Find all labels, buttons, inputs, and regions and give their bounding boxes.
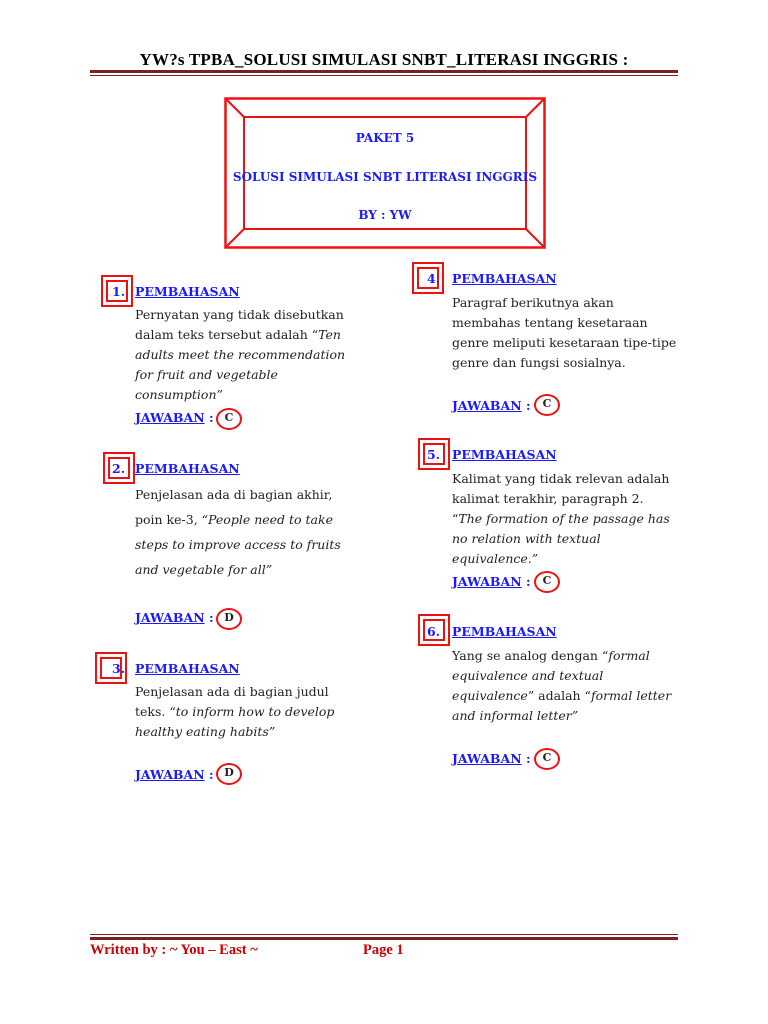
item-number: 6. <box>427 624 441 639</box>
answer-line: JAWABAN : <box>135 410 214 425</box>
title-box-subtitle: SOLUSI SIMULASI SNBT LITERASI INGGRIS <box>232 170 538 184</box>
answer-line: JAWABAN : <box>135 767 214 782</box>
pembahasan-label: PEMBAHASAN <box>135 284 240 299</box>
footer-rule <box>90 937 678 940</box>
footer-author: Written by : ~ You – East ~ <box>90 942 258 958</box>
answer-circle: C <box>534 394 560 416</box>
answer-circle: C <box>216 408 242 430</box>
item-number: 3. <box>112 661 126 676</box>
item-explanation: Yang se analog dengan “formal equivalence and textual equivalence” adalah “formal letter and informal letter” <box>452 648 672 723</box>
answer-circle: C <box>534 748 560 770</box>
answer-line: JAWABAN : <box>452 751 531 766</box>
header-rule-thin <box>90 75 678 76</box>
item-explanation: Penjelasan ada di bagian judul teks. “to inform how to develop healthy eating habits” <box>135 684 335 739</box>
item-number: 2. <box>112 461 126 476</box>
title-box-paket: PAKET 5 <box>355 131 415 145</box>
pembahasan-label: PEMBAHASAN <box>452 271 557 286</box>
item-explanation: Penjelasan ada di bagian akhir, poin ke-3, “People need to take steps to improve access to fruits and vegetable for all” <box>135 487 341 577</box>
answer-line: JAWABAN : <box>452 574 531 589</box>
item-number: 5. <box>427 447 441 462</box>
pembahasan-label: PEMBAHASAN <box>452 447 557 462</box>
page-header-title: YW?s TPBA_SOLUSI SIMULASI SNBT_LITERASI INGGRIS : <box>139 50 629 69</box>
answer-circle: D <box>216 608 242 630</box>
item-number: 1. <box>112 284 126 299</box>
pembahasan-label: PEMBAHASAN <box>452 624 557 639</box>
answer-line: JAWABAN : <box>452 398 531 413</box>
item-explanation: Pernyatan yang tidak disebutkan dalam teks tersebut adalah “Ten adults meet the recommendation for fruit and vegetable consumption” <box>135 307 346 402</box>
item-number: 4. <box>427 271 441 286</box>
answer-circle: C <box>534 571 560 593</box>
item-explanation: Kalimat yang tidak relevan adalah kalimat terakhir, paragraph 2. “The formation of the passage has no relation with textual equivalence.” <box>452 471 670 566</box>
title-box <box>224 97 546 249</box>
title-box-author: BY : YW <box>358 208 412 222</box>
footer-page-number: Page 1 <box>363 942 404 958</box>
footer-rule-thin <box>90 934 678 935</box>
pembahasan-label: PEMBAHASAN <box>135 661 240 676</box>
answer-circle: D <box>216 763 242 785</box>
pembahasan-label: PEMBAHASAN <box>135 461 240 476</box>
item-explanation: Paragraf berikutnya akan membahas tentang kesetaraan genre meliputi kesetaraan tipe-tipe genre dan fungsi sosialnya. <box>452 295 677 370</box>
header-rule <box>90 70 678 73</box>
answer-line: JAWABAN : <box>135 610 214 625</box>
